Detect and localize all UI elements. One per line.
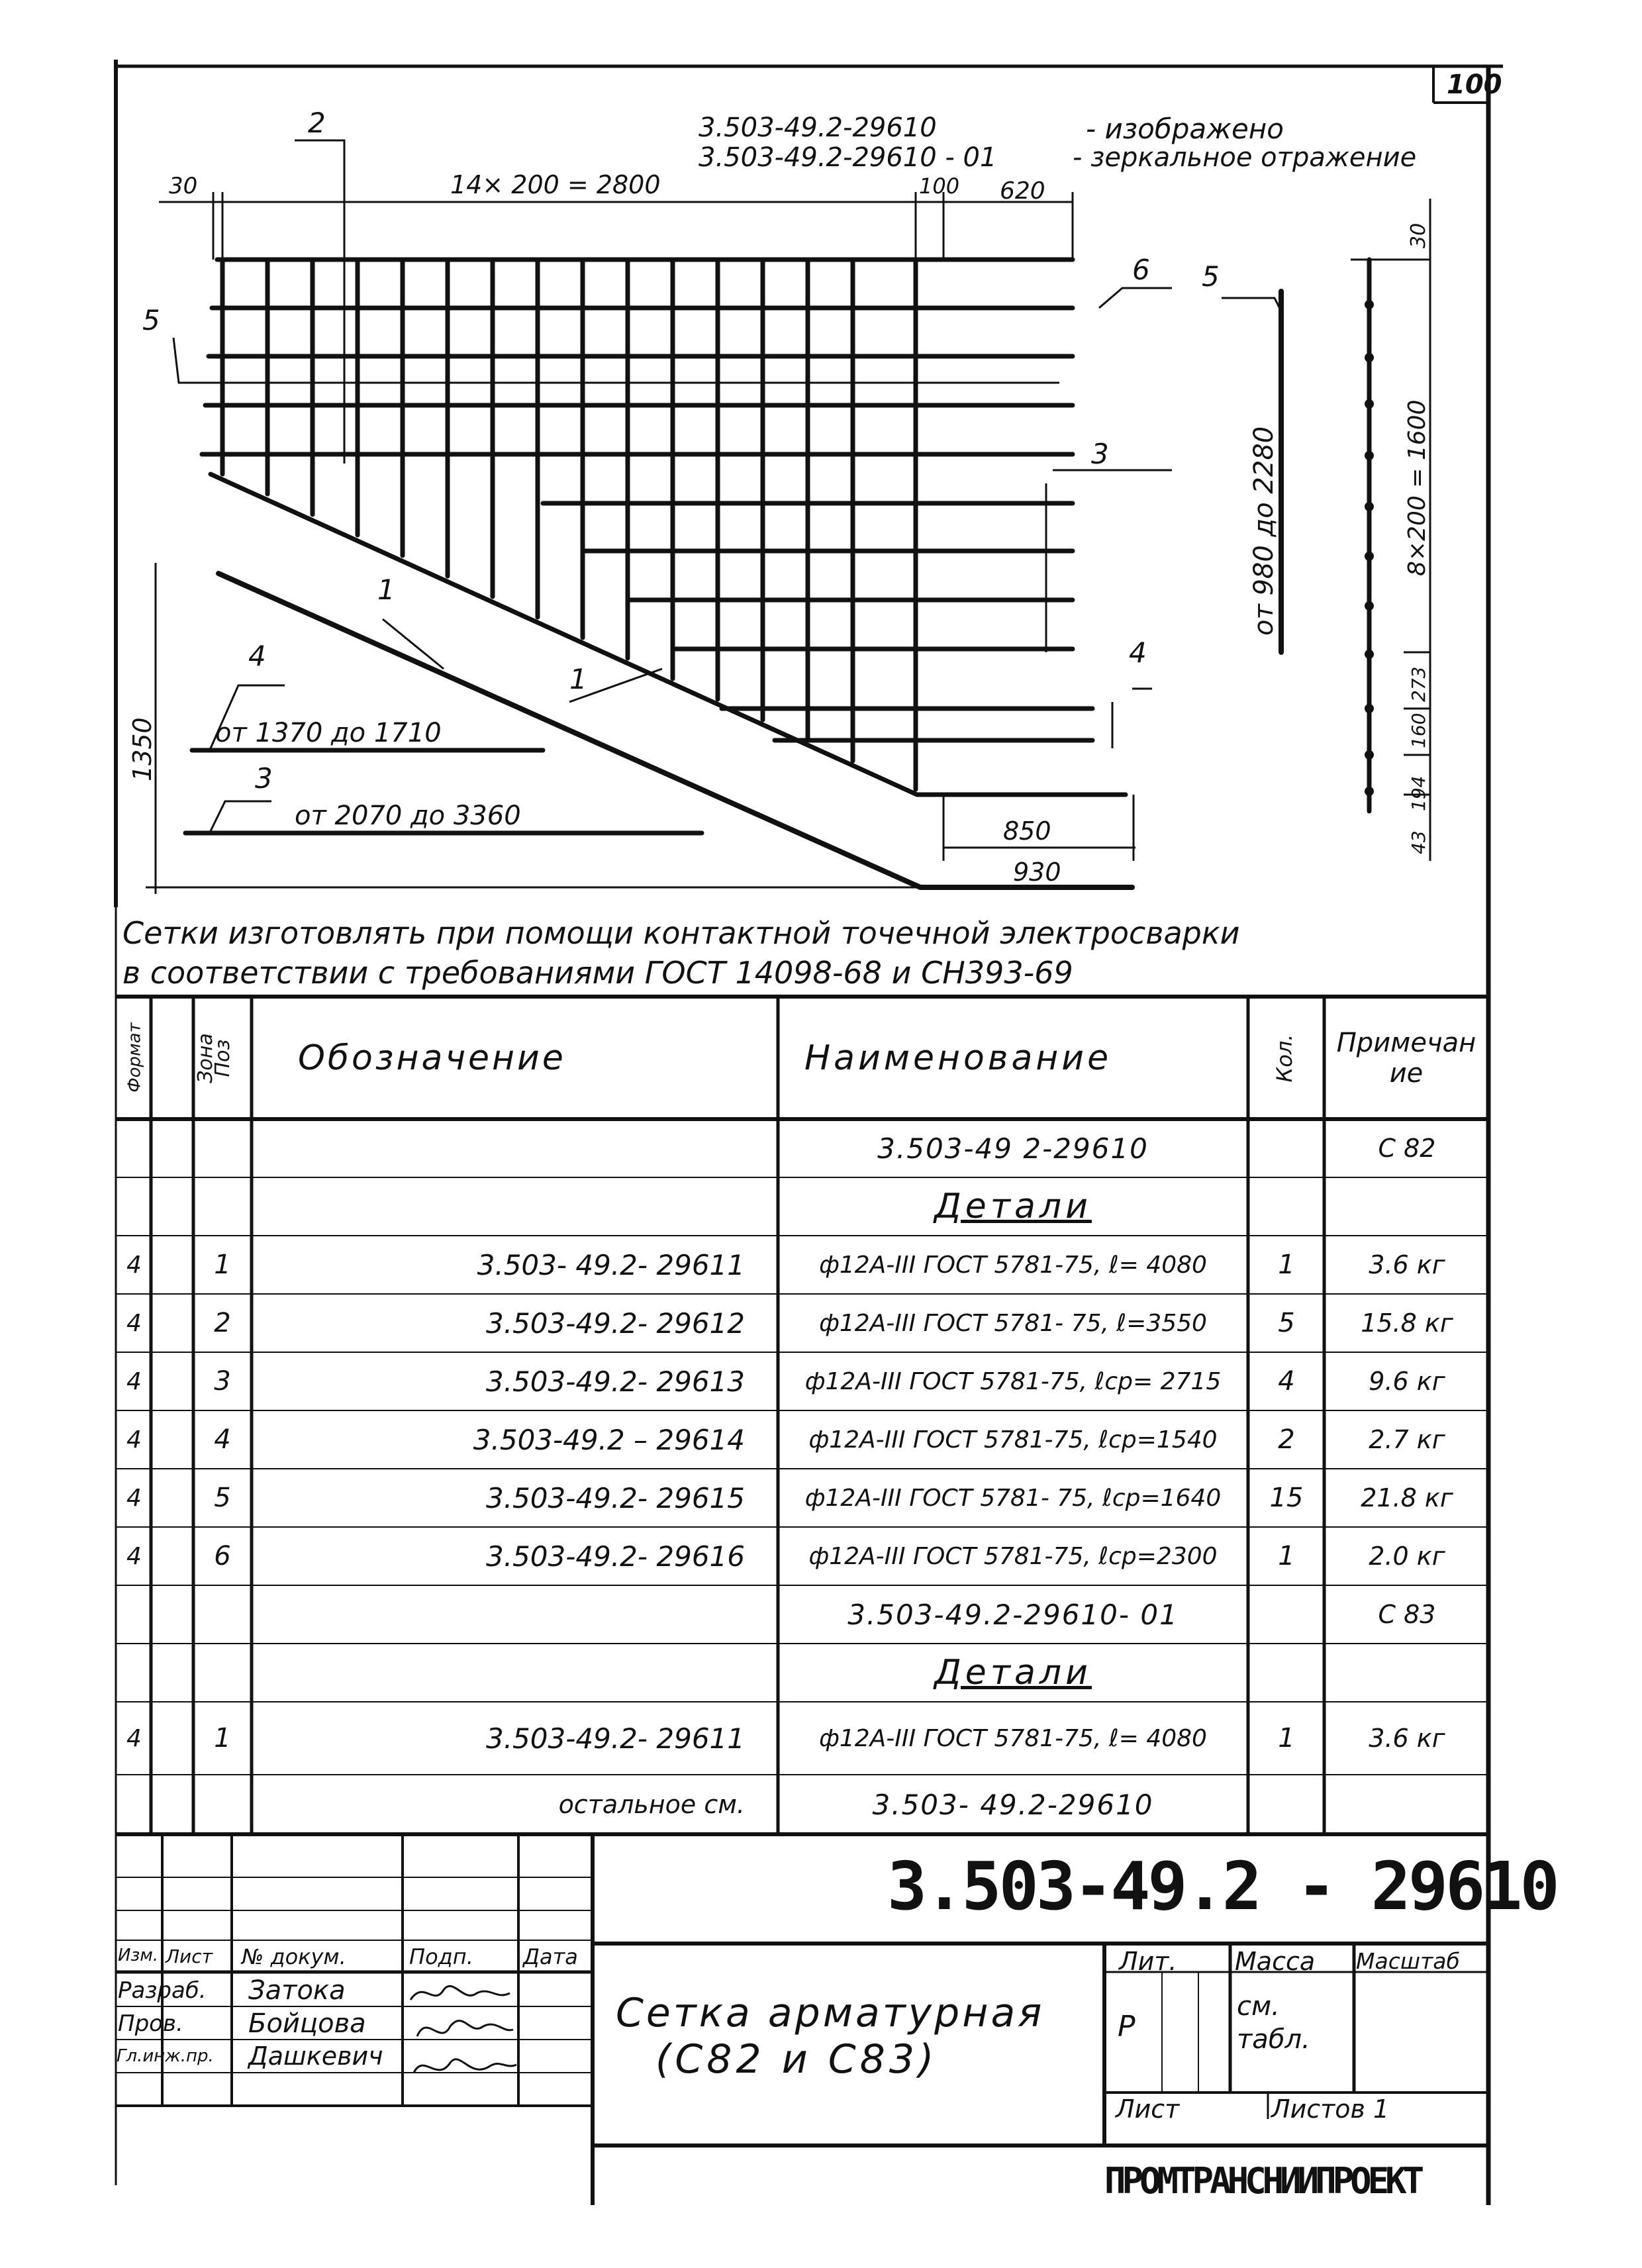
row-fmt	[119, 1585, 149, 1644]
row-fmt	[119, 1119, 149, 1177]
person-prov: Бойцова	[248, 2008, 366, 2039]
header-format: Формат	[124, 1022, 145, 1093]
organization: ПРОМТРАНСНИИПРОЕКТ	[1104, 2160, 1421, 2202]
row-qty: 1	[1278, 1541, 1295, 1571]
row-pos	[196, 1585, 249, 1644]
callout-1b: 1	[569, 663, 587, 695]
row-name: ф12А-III ГОСТ 5781-75, ℓср= 2715	[804, 1367, 1222, 1395]
label-masshtab: Масштаб	[1356, 1948, 1460, 1974]
row-designation	[255, 1585, 745, 1644]
row-qty: 4	[1278, 1366, 1295, 1397]
row-note: С 82	[1378, 1134, 1436, 1163]
row-qty	[1250, 1119, 1323, 1177]
row-fmt: 4	[126, 1309, 142, 1337]
row-note: 9.6 кг	[1369, 1367, 1445, 1396]
row-fmt: 4	[126, 1426, 142, 1454]
callout-2: 2	[308, 107, 326, 139]
side-dim-160: 160	[1408, 713, 1429, 748]
row-qty: 2	[1278, 1424, 1295, 1455]
person-gl-inzh: Дашкевич	[248, 2042, 383, 2071]
row-pos	[196, 1775, 249, 1834]
dim-850: 850	[1003, 816, 1051, 846]
label-razrab: Разраб.	[118, 1977, 207, 2004]
row-qty: 1	[1278, 1723, 1295, 1753]
header-zone: Зона	[193, 1033, 217, 1083]
dim-100: 100	[919, 173, 960, 199]
label-list: Лист	[166, 1946, 213, 1967]
label-doc-no: № докум.	[242, 1944, 346, 1969]
callout-5b: 5	[1202, 260, 1220, 293]
row-note	[1328, 1177, 1486, 1236]
row-qty	[1250, 1644, 1323, 1702]
row-qty: 1	[1278, 1250, 1295, 1280]
row-name: ф12А-III ГОСТ 5781-75, ℓ= 4080	[819, 1724, 1207, 1752]
dim-range-4: от 1370 до 1710	[215, 718, 442, 748]
callout-4a: 4	[248, 640, 266, 672]
label-sheets: Листов 1	[1271, 2095, 1390, 2124]
row-note: С 83	[1378, 1600, 1436, 1629]
row-note	[1328, 1644, 1486, 1702]
row-pos: 2	[214, 1308, 231, 1338]
item-title-line1: Сетка арматурная	[616, 1990, 1045, 2036]
row-fmt: 4	[126, 1251, 142, 1279]
label-izm: Изм.	[118, 1946, 159, 1965]
row-designation	[255, 1119, 745, 1177]
lit-value: Р	[1118, 2010, 1135, 2044]
side-dim-30: 30	[1407, 222, 1430, 248]
row-fmt: 4	[126, 1367, 142, 1395]
row-note: 3.6 кг	[1369, 1724, 1445, 1753]
row-designation: 3.503- 49.2- 29611	[477, 1248, 745, 1281]
note-line1: Сетки изготовлять при помощи контактной точечной электросварки	[122, 915, 1240, 951]
callout-3b: 3	[255, 762, 273, 795]
label-date: Дата	[523, 1944, 578, 1969]
row-note: 2.0 кг	[1369, 1542, 1445, 1571]
row-name: ф12А-III ГОСТ 5781- 75, ℓ=3550	[819, 1309, 1207, 1337]
row-fmt: 4	[126, 1542, 142, 1570]
label-gl-inzh: Гл.инж.пр.	[117, 2046, 214, 2066]
row-pos: 6	[214, 1541, 231, 1571]
designation-line1-note: - изображено	[1086, 113, 1284, 145]
row-name: 3.503-49 2-29610	[877, 1132, 1149, 1165]
row-name: ф12А-III ГОСТ 5781-75, ℓср=1540	[808, 1426, 1218, 1454]
row-pos: 3	[214, 1366, 231, 1397]
dim-range-3: от 2070 до 3360	[295, 801, 521, 831]
signatures	[404, 1973, 520, 2106]
header-note: Примечание	[1336, 1027, 1476, 1089]
person-razrab: Затока	[248, 1975, 346, 2006]
row-designation: 3.503-49.2- 29611	[485, 1722, 745, 1755]
row-fmt	[119, 1644, 149, 1702]
row-name: Детали	[934, 1653, 1092, 1693]
callout-5a: 5	[142, 304, 160, 336]
header-designation: Обозначение	[298, 1038, 566, 1078]
row-qty	[1250, 1585, 1323, 1644]
dim-930: 930	[1013, 858, 1061, 887]
row-qty	[1250, 1775, 1323, 1834]
label-lit: Лит.	[1119, 1947, 1177, 1976]
row-pos: 1	[214, 1723, 231, 1753]
row-fmt	[119, 1775, 149, 1834]
row-pos: 4	[214, 1424, 231, 1455]
row-note: 2.7 кг	[1369, 1425, 1445, 1454]
dim-14x200: 14× 200 = 2800	[450, 170, 661, 199]
header-name: Наименование	[804, 1038, 1112, 1078]
callout-4b: 4	[1129, 636, 1147, 669]
callout-3a: 3	[1091, 438, 1109, 470]
row-fmt: 4	[126, 1484, 142, 1512]
row-pos: 5	[214, 1483, 231, 1513]
row-note: 15.8 кг	[1361, 1308, 1453, 1338]
row-note: 3.6 кг	[1369, 1250, 1445, 1279]
row-designation	[255, 1644, 745, 1702]
dim-range-5: от 980 до 2280	[1249, 426, 1279, 636]
row-designation: 3.503-49.2- 29612	[485, 1307, 745, 1340]
label-massa: Масса	[1235, 1947, 1316, 1976]
row-note	[1328, 1775, 1486, 1834]
row-name: ф12А-III ГОСТ 5781-75, ℓср=2300	[808, 1542, 1218, 1570]
row-fmt	[119, 1177, 149, 1236]
row-qty	[1250, 1177, 1323, 1236]
header-pos: Поз	[211, 1039, 234, 1077]
row-designation: 3.503-49.2- 29615	[485, 1481, 745, 1514]
item-title-line2: (С82 и С83)	[655, 2036, 938, 2083]
row-designation: остальное см.	[558, 1790, 745, 1819]
designation-line2-code: 3.503-49.2-29610 - 01	[699, 142, 997, 173]
row-pos	[196, 1644, 249, 1702]
label-sign: Подп.	[409, 1944, 473, 1969]
row-qty: 15	[1269, 1483, 1304, 1513]
callout-6: 6	[1132, 254, 1150, 286]
callout-1a: 1	[377, 573, 395, 606]
row-name: 3.503- 49.2-29610	[872, 1788, 1154, 1821]
mesh-top-bars	[202, 260, 1073, 454]
page-number: 100	[1447, 70, 1502, 100]
row-designation	[255, 1177, 745, 1236]
header-qty: Кол.	[1272, 1034, 1297, 1083]
dim-1350: 1350	[128, 717, 157, 781]
row-name: ф12А-III ГОСТ 5781- 75, ℓср=1640	[804, 1484, 1222, 1512]
side-dim-194: 194	[1408, 775, 1429, 811]
row-note: 21.8 кг	[1361, 1483, 1453, 1512]
note-line2: в соответствии с требованиями ГОСТ 14098-68 и СН393-69	[122, 955, 1073, 991]
row-qty: 5	[1278, 1308, 1295, 1338]
side-dim-273: 273	[1408, 666, 1429, 702]
designation-line1-code: 3.503-49.2-29610	[699, 113, 937, 143]
dim-620: 620	[1000, 177, 1045, 205]
row-name: 3.503-49.2-29610- 01	[847, 1598, 1179, 1631]
row-designation: 3.503-49.2- 29613	[485, 1365, 745, 1398]
row-name: Детали	[934, 1187, 1092, 1226]
row-pos	[196, 1119, 249, 1177]
doc-code: 3.503-49.2 - 29610	[887, 1848, 1557, 1925]
row-pos	[196, 1177, 249, 1236]
row-pos: 1	[214, 1250, 231, 1280]
dim-30-top: 30	[169, 173, 198, 199]
row-name: ф12А-III ГОСТ 5781-75, ℓ= 4080	[819, 1251, 1207, 1279]
side-dim-8x200: 8×200 = 1600	[1404, 399, 1431, 576]
designation-line2-note: - зеркальное отражение	[1073, 142, 1417, 173]
row-designation: 3.503-49.2 – 29614	[473, 1423, 745, 1456]
row-designation: 3.503-49.2- 29616	[485, 1540, 745, 1573]
massa-value: см. табл.	[1237, 1991, 1310, 2055]
label-prov: Пров.	[118, 2010, 183, 2037]
side-dim-43: 43	[1408, 830, 1429, 854]
row-fmt: 4	[126, 1724, 142, 1752]
label-sheet: Лист	[1116, 2095, 1180, 2124]
